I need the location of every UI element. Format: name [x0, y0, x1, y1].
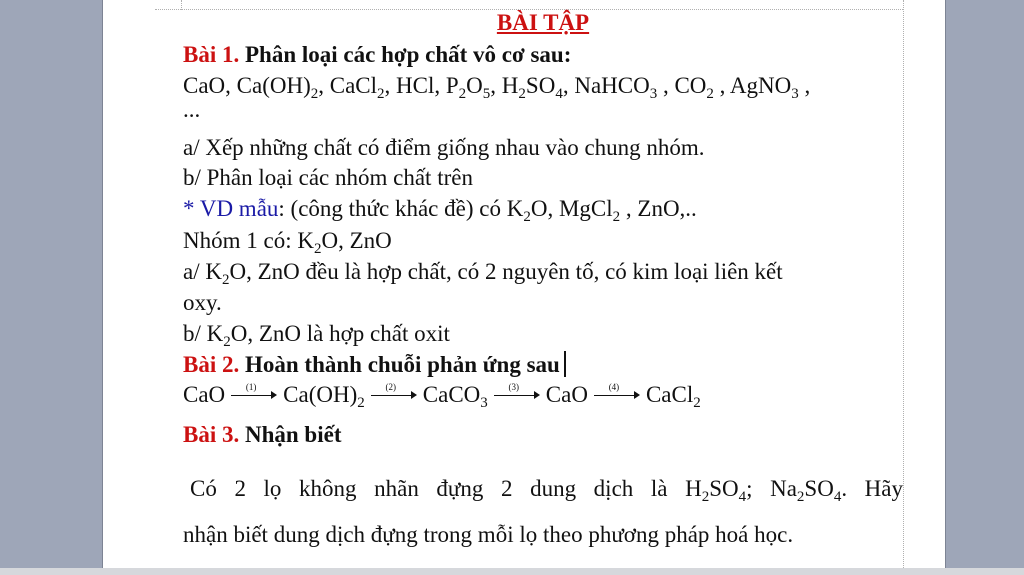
bai1-heading-line	[183, 41, 571, 69]
bai1-formulas	[183, 72, 810, 100]
para-text: . Hãy	[841, 476, 903, 501]
formula-sub: 4	[833, 489, 842, 505]
formula-sub: 2	[706, 86, 714, 102]
answer-a-line2: oxy.	[183, 290, 222, 315]
arrow-label: (3)	[508, 382, 520, 392]
formula-text: CaO, Ca(OH)	[183, 73, 311, 98]
formula-sub: 2	[377, 86, 385, 102]
margin-guide	[181, 0, 182, 10]
formula-text: ,	[798, 73, 811, 98]
formula-sub: 2	[523, 209, 531, 225]
chain-species: CaO	[545, 382, 588, 407]
formula-sub: 2	[518, 86, 526, 102]
reaction-arrow	[594, 382, 640, 400]
example-label: * VD mẫu	[183, 196, 279, 221]
formula-sub: 5	[482, 86, 491, 102]
chain-species: CaCO	[422, 382, 481, 407]
example-text: , ZnO,..	[620, 196, 697, 221]
formula-text: , H	[490, 73, 519, 98]
status-strip	[0, 568, 1024, 575]
formula-text: SO	[525, 73, 556, 98]
answer-text: O, ZnO là hợp chất oxit	[230, 321, 450, 346]
bai2-label: Bài 2.	[183, 352, 240, 377]
formula-sub: 4	[555, 86, 563, 102]
answer-text: O, ZnO đều là hợp chất, có 2 nguyên tố, có kim loại liên kết	[229, 259, 783, 284]
group-text: Nhóm 1 có: K	[183, 228, 314, 253]
reaction-chain	[183, 381, 701, 409]
formula-text: , AgNO	[713, 73, 792, 98]
group-text: O, ZnO	[321, 228, 392, 253]
formula-sub: 2	[796, 489, 805, 505]
formula-text: , NaHCO	[562, 73, 650, 98]
formula-sub: 3	[649, 86, 658, 102]
chain-species: CaCl	[645, 382, 694, 407]
formula-sub: 2	[458, 86, 467, 102]
bai1-heading: Phân loại các hợp chất vô cơ sau:	[244, 42, 572, 67]
para-text: ; Na	[746, 476, 797, 501]
formula-sub: 2	[693, 395, 701, 411]
para-text: SO	[709, 476, 739, 501]
group1-line	[183, 227, 392, 255]
chain-species: Ca(OH)	[283, 382, 358, 407]
bai1-example	[183, 195, 697, 223]
formula-text: O	[466, 73, 483, 98]
margin-guide	[903, 0, 904, 10]
example-text: : (công thức khác đề) có K	[278, 196, 524, 221]
bai1-label: Bài 1.	[183, 42, 240, 67]
formula-text: , HCl, P	[384, 73, 459, 98]
formula-sub: 3	[480, 395, 488, 411]
para-text: SO	[804, 476, 834, 501]
answer-a-line1	[183, 258, 783, 286]
formula-sub: 2	[223, 334, 231, 350]
arrow-label: (4)	[608, 382, 620, 392]
bai1-task-b: b/ Phân loại các nhóm chất trên	[183, 165, 473, 190]
answer-text: b/ K	[183, 321, 224, 346]
bai3-label: Bài 3.	[183, 422, 240, 447]
answer-text: a/ K	[183, 259, 222, 284]
reaction-arrow	[494, 382, 540, 400]
chain-species: CaO	[183, 382, 226, 407]
formula-sub: 2	[357, 395, 365, 411]
formula-sub: 2	[221, 272, 230, 288]
formula-sub: 4	[738, 489, 747, 505]
formula-sub: 3	[791, 86, 799, 102]
bai1-task-a: a/ Xếp những chất có điểm giống nhau vào chung nhóm.	[183, 135, 705, 160]
formula-text: , CaCl	[318, 73, 378, 98]
formula-sub: 2	[612, 209, 621, 225]
bai3-heading-line	[183, 421, 341, 449]
para-text: Có 2 lọ không nhãn đựng 2 dung dịch là H	[190, 476, 702, 501]
page-title: BÀI TẬP	[496, 10, 590, 35]
reaction-arrow	[371, 382, 417, 400]
bai3-paragraph-line2: nhận biết dung dịch đựng trong mỗi lọ theo phương pháp hoá học.	[183, 522, 794, 547]
bai2-heading: Hoàn thành chuỗi phản ứng sau	[244, 352, 560, 377]
formula-text: , CO	[657, 73, 707, 98]
ellipsis: ...	[183, 97, 201, 122]
answer-b-line	[183, 320, 450, 348]
arrow-label: (2)	[385, 382, 397, 392]
example-text: O, MgCl	[530, 196, 613, 221]
bai3-heading: Nhận biết	[244, 422, 342, 447]
text-cursor	[564, 351, 566, 377]
reaction-arrow	[231, 382, 277, 400]
formula-sub: 2	[701, 489, 710, 505]
formula-sub: 2	[310, 86, 319, 102]
margin-guide	[903, 9, 904, 568]
bai3-paragraph-line1	[190, 475, 903, 503]
bai2-heading-line	[183, 351, 566, 379]
arrow-label: (1)	[245, 382, 257, 392]
formula-sub: 2	[313, 241, 322, 257]
